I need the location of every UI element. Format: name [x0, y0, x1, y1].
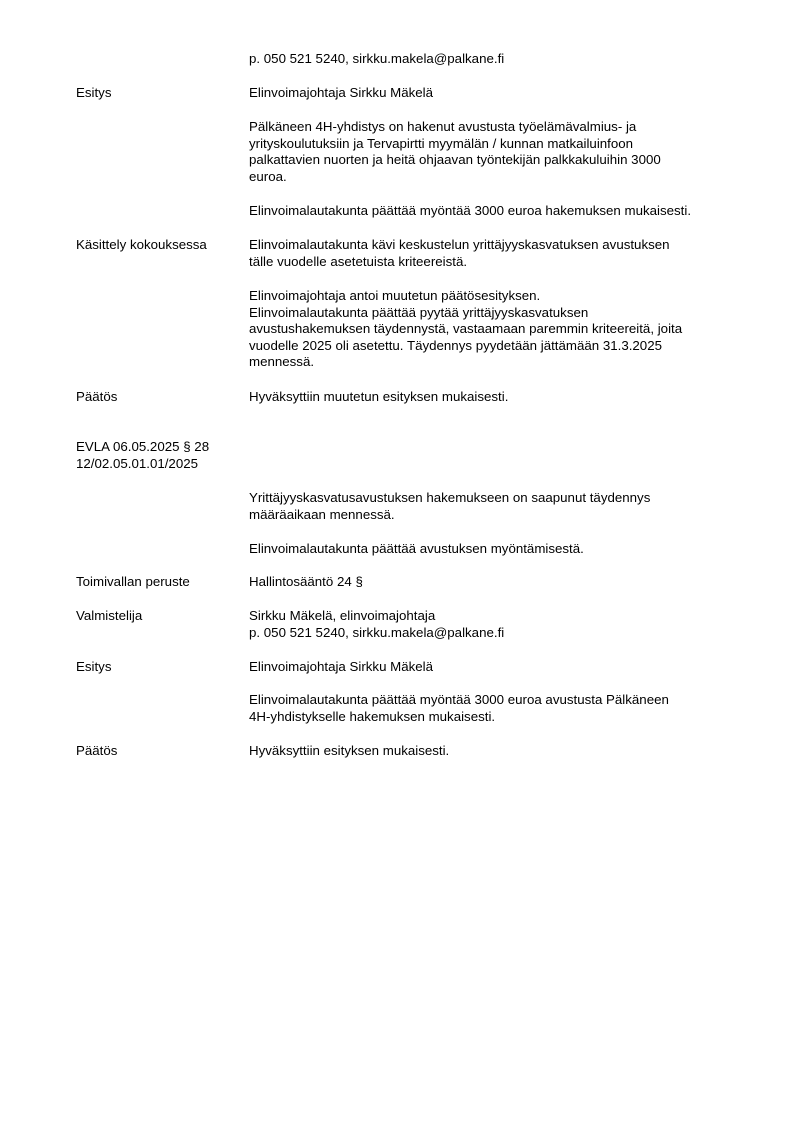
kasittely-label: Käsittely kokouksessa	[76, 237, 207, 252]
esitys-proposal-2: Elinvoimalautakunta päättää myöntää 3000 euroa avustusta Pälkäneen 4H-yhdistykselle hakemuksen mukaisesti.	[249, 692, 669, 724]
meeting-reference-header: EVLA 06.05.2025 § 28 12/02.05.01.01/2025	[76, 439, 210, 471]
paatos-label-2: Päätös	[76, 743, 118, 758]
contact-info-top: p. 050 521 5240, sirkku.makela@palkane.fi	[249, 51, 505, 66]
kasittely-amended-proposal: Elinvoimajohtaja antoi muutetun päätösesityksen. Elinvoimalautakunta päättää pyytää yrittäjyyskasvatuksen avustushakemuksen täydennystä, vastaamaan paremmin kriteereitä, joita vuodelle 2025 oli asetettu. Täydennys pyydetään jättämään 31.3.2025 mennessä.	[249, 288, 683, 370]
esitys-presenter-2: Elinvoimajohtaja Sirkku Mäkelä	[249, 659, 434, 674]
paatos-text-2: Hyväksyttiin esityksen mukaisesti.	[249, 743, 450, 758]
toimivalta-label: Toimivallan peruste	[76, 574, 190, 589]
esitys-description: Pälkäneen 4H-yhdistys on hakenut avustusta työelämävalmius- ja yrityskoulutuksiin ja Tervapirtti myymälän / kunnan matkailuinfoon palkattavien nuorten ja heitä ohjaavan työntekijän palkkakuluihin 3000 euroa.	[249, 119, 661, 184]
esitys-label: Esitys	[76, 85, 112, 100]
supplement-intro: Yrittäjyyskasvatusavustuksen hakemukseen on saapunut täydennys määräaikaan mennessä.	[249, 490, 651, 522]
toimivalta-text: Hallintosääntö 24 §	[249, 574, 363, 589]
esitys-proposal: Elinvoimalautakunta päättää myöntää 3000 euroa hakemuksen mukaisesti.	[249, 203, 692, 218]
valmistelija-label: Valmistelija	[76, 608, 143, 623]
paatos-text: Hyväksyttiin muutetun esityksen mukaisesti.	[249, 389, 509, 404]
kasittely-discussion: Elinvoimalautakunta kävi keskustelun yrittäjyyskasvatuksen avustuksen tälle vuodelle asetetuista kriteereistä.	[249, 237, 670, 269]
paatos-label: Päätös	[76, 389, 118, 404]
esitys-label-2: Esitys	[76, 659, 112, 674]
valmistelija-text: Sirkku Mäkelä, elinvoimajohtaja p. 050 521 5240, sirkku.makela@palkane.fi	[249, 608, 505, 640]
esitys-presenter: Elinvoimajohtaja Sirkku Mäkelä	[249, 85, 434, 100]
decision-matter: Elinvoimalautakunta päättää avustuksen myöntämisestä.	[249, 541, 584, 556]
